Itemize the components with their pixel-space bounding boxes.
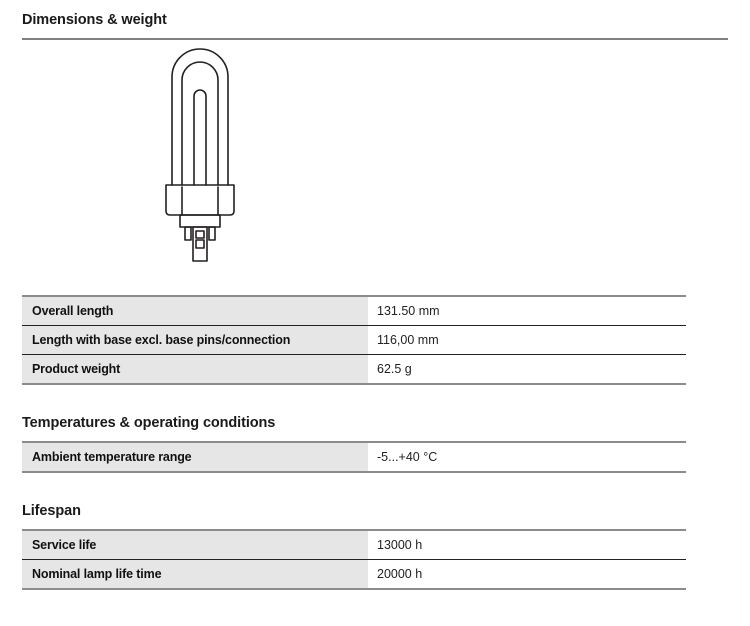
section-title-temperatures-operating-conditions: Temperatures & operating conditions bbox=[22, 415, 276, 431]
table-row bbox=[22, 296, 686, 326]
spec-value: -5...+40 °C bbox=[368, 442, 686, 472]
table-row bbox=[22, 326, 686, 355]
section-dimensions-weight bbox=[0, 12, 750, 385]
heading-spacer bbox=[0, 519, 750, 529]
spec-value: 131.50 mm bbox=[368, 296, 686, 326]
spec-label: Length with base excl. base pins/connection bbox=[22, 326, 368, 355]
spec-value: 116,00 mm bbox=[368, 326, 686, 355]
spec-label: Product weight bbox=[22, 355, 368, 385]
table-row bbox=[22, 530, 686, 560]
section-spacer bbox=[0, 473, 750, 503]
spec-table-lifespan bbox=[22, 529, 686, 590]
table-row bbox=[22, 442, 686, 472]
spec-value: 13000 h bbox=[368, 530, 686, 560]
spec-label: Service life bbox=[22, 530, 368, 560]
spec-table-temperatures bbox=[22, 441, 686, 473]
spec-table-dimensions-weight bbox=[22, 295, 686, 385]
section-lifespan bbox=[0, 503, 750, 590]
table-row bbox=[22, 355, 686, 385]
section-spacer bbox=[0, 385, 750, 415]
spec-label: Ambient temperature range bbox=[22, 442, 368, 472]
spec-value: 20000 h bbox=[368, 560, 686, 590]
table-row bbox=[22, 560, 686, 590]
section-title-lifespan: Lifespan bbox=[22, 503, 81, 519]
spec-label: Nominal lamp life time bbox=[22, 560, 368, 590]
spec-label: Overall length bbox=[22, 296, 368, 326]
section-temperatures-operating-conditions bbox=[0, 415, 750, 473]
heading-spacer bbox=[0, 431, 750, 441]
compact-fluorescent-lamp-diagram bbox=[150, 48, 250, 263]
spec-value: 62.5 g bbox=[368, 355, 686, 385]
top-spacer bbox=[0, 0, 750, 12]
lamp-diagram-area bbox=[0, 40, 750, 295]
section-title-dimensions-weight: Dimensions & weight bbox=[22, 12, 167, 28]
